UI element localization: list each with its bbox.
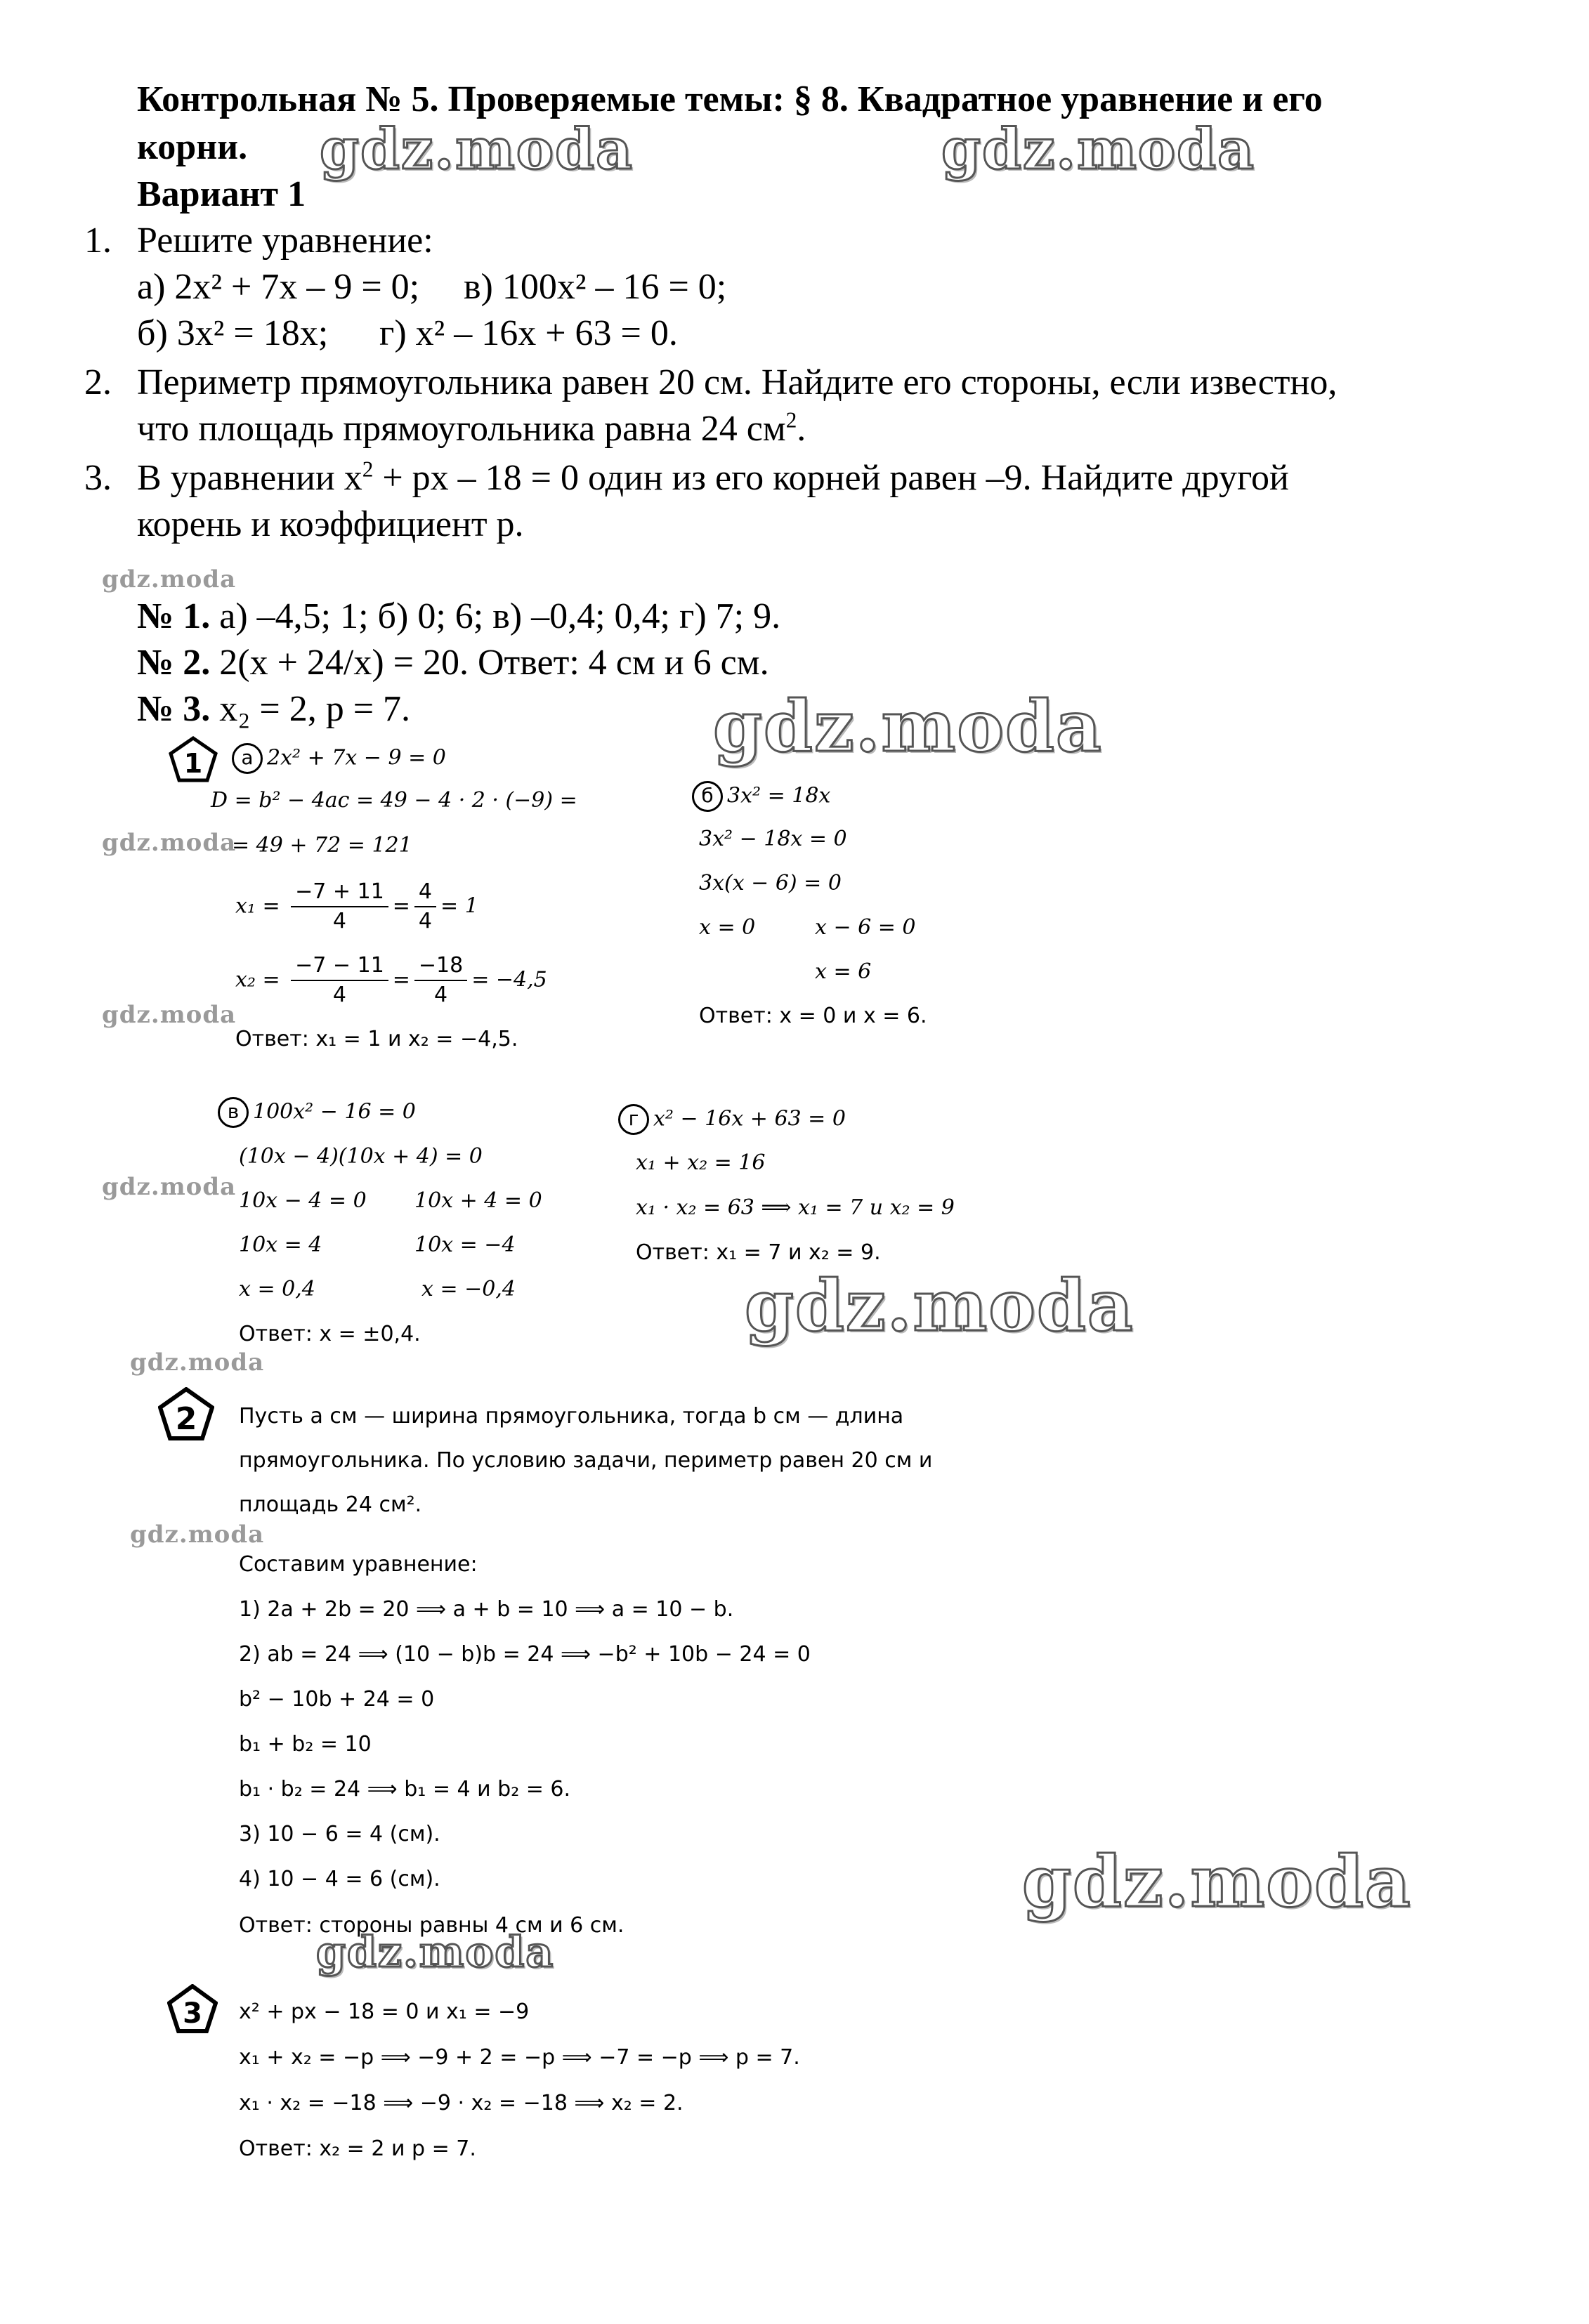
watermark: gdz.moda — [745, 1264, 1134, 1347]
sol1b-line3b: x − 6 = 0 — [815, 915, 916, 940]
sol1a-discriminant: D = b² − 4ac = 49 − 4 · 2 · (−9) = — [211, 788, 577, 813]
title-line2: корни. — [137, 127, 248, 167]
sol1v-equation: в 100x² − 16 = 0 — [218, 1097, 416, 1128]
sol1g-line1: x₁ + x₂ = 16 — [636, 1150, 766, 1175]
sol3-answer: Ответ: x₂ = 2 и p = 7. — [239, 2136, 476, 2161]
answer-2: № 2. 2(x + 24/x) = 20. Ответ: 4 см и 6 см. — [137, 643, 769, 683]
sol1a-equation: а 2x² + 7x − 9 = 0 — [232, 743, 446, 774]
sol3-line2: x₁ + x₂ = −p ⟹ −9 + 2 = −p ⟹ −7 = −p ⟹ p = 7. — [239, 2045, 800, 2070]
sol1g-line2: x₁ · x₂ = 63 ⟹ x₁ = 7 и x₂ = 9 — [636, 1195, 955, 1220]
sol3-line3: x₁ · x₂ = −18 ⟹ −9 · x₂ = −18 ⟹ x₂ = 2. — [239, 2091, 684, 2115]
watermark: gdz.moda — [713, 685, 1103, 768]
sol2-line2: 2) ab = 24 ⟹ (10 − b)b = 24 ⟹ −b² + 10b − 24 = 0 — [239, 1642, 811, 1667]
sol1g-answer: Ответ: x₁ = 7 и x₂ = 9. — [636, 1240, 881, 1265]
sol2-para3: площадь 24 см². — [239, 1492, 422, 1517]
sol1b-line1: 3x² − 18x = 0 — [699, 827, 847, 851]
sol2-para1: Пусть a см — ширина прямоугольника, тогда b см — длина — [239, 1404, 904, 1429]
sol2-line3: b² − 10b + 24 = 0 — [239, 1687, 435, 1712]
sol1g-equation: г x² − 16x + 63 = 0 — [618, 1104, 846, 1135]
pentagon-2-number: 2 — [175, 1401, 197, 1437]
sol1b-equation: б 3x² = 18x — [692, 781, 830, 812]
sol1a-discriminant-value: = 49 + 72 = 121 — [232, 833, 412, 858]
sol2-line4: b₁ + b₂ = 10 — [239, 1732, 372, 1757]
task-2-line2: что площадь прямоугольника равна 24 $см^2$. — [137, 407, 806, 449]
watermark: gdz.moda — [102, 829, 237, 857]
sol2-line0: Составим уравнение: — [239, 1552, 478, 1577]
part-g-mark: г — [618, 1104, 649, 1135]
sol2-para2: прямоугольника. По условию задачи, периметр равен 20 см и — [239, 1448, 933, 1473]
watermark: gdz.moda — [102, 1001, 237, 1029]
sol1b-answer: Ответ: x = 0 и x = 6. — [699, 1004, 927, 1028]
answer-1: № 1. а) –4,5; 1; б) 0; 6; в) –0,4; 0,4; г) 7; 9. — [137, 596, 781, 636]
task-1a: а) 2x² + 7x – 9 = 0; — [137, 267, 420, 307]
task-3-line2: корень и коэффициент p. — [137, 504, 524, 544]
watermark: gdz.moda — [102, 1173, 237, 1201]
task-2-number: 2. — [84, 362, 112, 402]
task-1v: в) 100x² – 16 = 0; — [464, 267, 727, 307]
task-1-number: 1. — [84, 221, 112, 261]
fraction: $\frac{-7 + 11}{4}$ — [291, 878, 388, 935]
watermark: gdz.moda — [102, 565, 237, 593]
pentagon-1-number: 1 — [183, 748, 203, 779]
sol2-line7: 4) 10 − 4 = 6 (см). — [239, 1867, 440, 1891]
fraction: $\frac{-18}{4}$ — [414, 952, 467, 1009]
watermark: gdz.moda — [316, 1928, 555, 1977]
sol1v-line2a: 10x − 4 = 0 — [239, 1188, 367, 1213]
part-b-mark: б — [692, 781, 723, 812]
sol1b-line2: 3x(x − 6) = 0 — [699, 871, 842, 895]
sol2-line5: b₁ · b₂ = 24 ⟹ b₁ = 4 и b₂ = 6. — [239, 1777, 571, 1801]
task-1b: б) 3x² = 18x; — [137, 313, 329, 353]
sol1b-line4: x = 6 — [815, 959, 872, 984]
sol2-line1: 1) 2a + 2b = 20 ⟹ a + b = 10 ⟹ a = 10 − b. — [239, 1597, 734, 1622]
watermark: gdz.moda — [130, 1348, 265, 1377]
sol1v-line1: (10x − 4)(10x + 4) = 0 — [239, 1144, 483, 1169]
sol1b-line3a: x = 0 — [699, 915, 756, 940]
task-2-line1: Периметр прямоугольника равен 20 см. Найдите его стороны, если известно, — [137, 362, 1338, 402]
watermark: gdz.moda — [941, 116, 1255, 182]
sol2-answer: Ответ: стороны равны 4 см и 6 см. — [239, 1913, 625, 1938]
part-a-mark: а — [232, 743, 263, 774]
sol1v-line4b: x = −0,4 — [421, 1277, 516, 1301]
task-1-text: Решите уравнение: — [137, 221, 433, 261]
fraction: $\frac{-7 - 11}{4}$ — [291, 952, 388, 1009]
fraction: $\frac{4}{4}$ — [414, 878, 436, 935]
watermark: gdz.moda — [1022, 1840, 1412, 1923]
sol1v-line4a: x = 0,4 — [239, 1277, 315, 1301]
variant-title: Вариант 1 — [137, 174, 306, 214]
answer-3: № 3. x₂ = 2, p = 7. — [137, 689, 411, 729]
watermark: gdz.moda — [130, 1521, 265, 1549]
pentagon-1-icon — [169, 736, 218, 782]
sol1v-line3b: 10x = −4 — [414, 1233, 516, 1257]
pentagon-3-number: 3 — [183, 1997, 202, 2030]
task-1g: г) x² – 16x + 63 = 0. — [379, 313, 678, 353]
sol1a-answer: Ответ: x₁ = 1 и x₂ = −4,5. — [235, 1027, 518, 1051]
task-3-line1: В уравнении $x^2$ + px – 18 = 0 один из его корней равен –9. Найдите другой — [137, 457, 1289, 498]
sol1v-line2b: 10x + 4 = 0 — [414, 1188, 542, 1213]
sol1v-line3a: 10x = 4 — [239, 1233, 322, 1257]
sol3-line1: x² + px − 18 = 0 и x₁ = −9 — [239, 2000, 530, 2024]
title-line1: Контрольная № 5. Проверяемые темы: § 8. Квадратное уравнение и его — [137, 79, 1323, 119]
watermark: gdz.moda — [320, 116, 634, 182]
sol2-line6: 3) 10 − 6 = 4 (см). — [239, 1822, 440, 1846]
pentagon-2-icon — [158, 1387, 214, 1440]
task-3-number: 3. — [84, 458, 112, 498]
pentagon-3-icon — [167, 1984, 218, 2033]
sol1a-x1: x₁ = $\frac{-7 + 11}{4}$ = $\frac{4}{4}$ = 1 — [235, 878, 478, 935]
part-v-mark: в — [218, 1097, 249, 1128]
sol1a-x2: x₂ = $\frac{-7 - 11}{4}$ = $\frac{-18}{4}$ = −4,5 — [235, 952, 547, 1009]
sol1v-answer: Ответ: x = ±0,4. — [239, 1322, 421, 1346]
